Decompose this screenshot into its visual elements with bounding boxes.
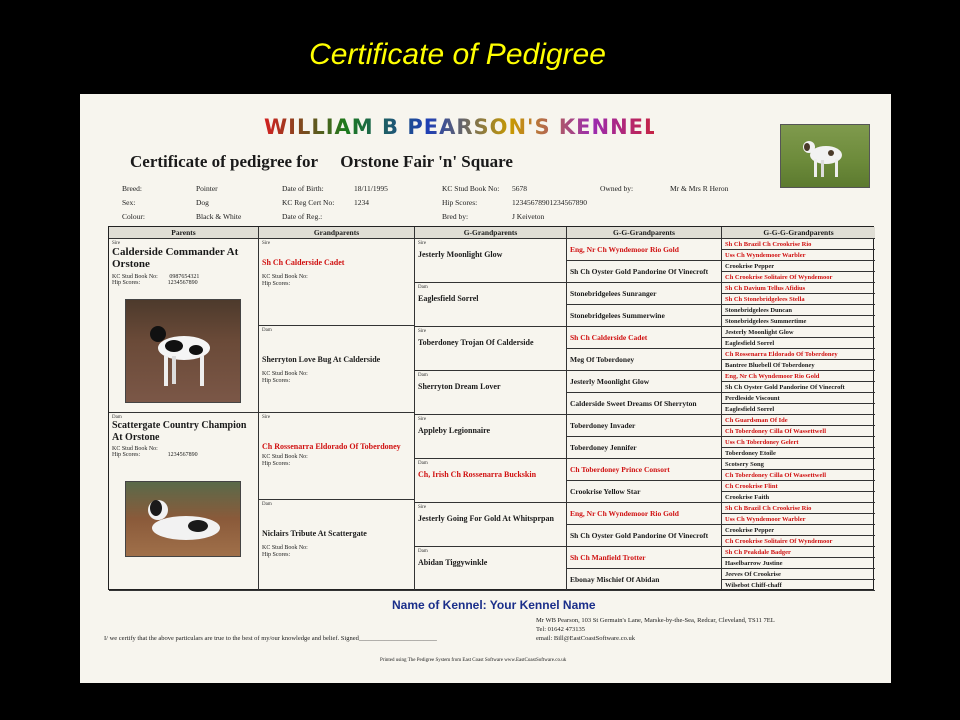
ggg-grandparent-24: Crookrise Faith [722, 492, 875, 503]
gg-grandparent-1: Eng, Nr Ch Wyndemoor Rio Gold [567, 239, 722, 261]
gg-grandparent-14: Sh Ch Oyster Gold Pandorine Of Vinecroft [567, 525, 722, 547]
kennel-logo [264, 112, 654, 147]
bred-label: Bred by: [442, 212, 469, 221]
gp1-name: Sh Ch Calderside Cadet [262, 258, 345, 267]
dob-label: Date of Birth: [282, 184, 324, 193]
g-grandparent-name: Eaglesfield Sorrel [418, 294, 479, 303]
ggg-grandparent-2: Uss Ch Wyndemoor Warbler [722, 250, 875, 261]
gp1-role: Sire [262, 241, 271, 246]
ggg-grandparent-19: Uss Ch Toberdoney Gelert [722, 437, 875, 448]
address-line: Mr WB Pearson, 103 St Germain's Lane, Marske-by-the-Sea, Redcar, Cleveland, TS11 7EL [536, 617, 775, 624]
g-grandparent-6 [415, 459, 567, 503]
gg-grandparent-13: Eng, Nr Ch Wyndemoor Rio Gold [567, 503, 722, 525]
gg-grandparent-3: Stonebridgelees Sunranger [567, 283, 722, 305]
pedigree-table [108, 226, 874, 590]
gp1-kc: KC Stud Book No: [262, 274, 308, 280]
ggg-grandparent-18: Ch Toberdoney Cilla Of Wassettwell [722, 426, 875, 437]
ggg-grandparent-14: Sh Ch Oyster Gold Pandorine Of Vinecroft [722, 382, 875, 393]
gp3-hip: Hip Scores: [262, 461, 291, 467]
grandparent-1 [259, 239, 415, 326]
ggg-grandparent-27: Crookrise Pepper [722, 525, 875, 536]
ggg-grandparent-31: Jeeves Of Crookrise [722, 569, 875, 580]
kennel-logo-lettering [264, 112, 654, 142]
header-grandparents: Grandparents [259, 227, 415, 239]
dam-name: Scattergate Country Champion At Orstone [112, 420, 247, 443]
ggg-grandparent-32: Wilsebot Chiff-chaff [722, 580, 875, 591]
owned-label: Owned by: [600, 184, 634, 193]
ggg-grandparent-29: Sh Ch Peakdale Badger [722, 547, 875, 558]
kc-reg-label: KC Reg Cert No: [282, 198, 335, 207]
sire-photo [125, 299, 241, 403]
g-grandparent-8 [415, 547, 567, 591]
email-line: email: Bill@EastCoastSoftware.co.uk [536, 635, 635, 642]
ggg-grandparent-26: Uss Ch Wyndemoor Warbler [722, 514, 875, 525]
ggg-grandparent-23: Ch Crookrise Flint [722, 481, 875, 492]
header-parents: Parents [109, 227, 259, 239]
g-grandparent-role: Dam [418, 549, 428, 554]
ggg-grandparent-30: Haselbarrow Justine [722, 558, 875, 569]
g-grandparent-name: Ch, Irish Ch Rossenarra Buckskin [418, 470, 537, 479]
gg-grandparent-5: Sh Ch Calderside Cadet [567, 327, 722, 349]
header-g-grandparents: G-Grandparents [415, 227, 567, 239]
gg-grandparent-9: Toberdoney Invader [567, 415, 722, 437]
g-grandparent-role: Sire [418, 417, 427, 422]
breed-value: Pointer [196, 184, 218, 193]
colour-value: Black & White [196, 212, 242, 221]
sex-value: Dog [196, 198, 209, 207]
gp2-name: Sherryton Love Bug At Calderside [262, 355, 381, 364]
gp4-role: Dam [262, 502, 272, 507]
gg-grandparent-4: Stonebridgelees Summerwine [567, 305, 722, 327]
phone-line: Tel: 01642 473135 [536, 626, 586, 633]
g-grandparent-name: Appleby Legionnaire [418, 426, 491, 435]
gg-grandparent-2: Sh Ch Oyster Gold Pandorine Of Vinecroft [567, 261, 722, 283]
gg-grandparent-16: Ebonay Mischief Of Abidan [567, 569, 722, 591]
ggg-grandparent-11: Ch Rossenarra Eldorado Of Toberdoney [722, 349, 875, 360]
gg-grandparent-15: Sh Ch Manfield Trotter [567, 547, 722, 569]
ggg-grandparent-17: Ch Guardsman Of Ide [722, 415, 875, 426]
sire-name: Calderside Commander At Orstone [112, 246, 239, 270]
gg-grandparent-12: Crookrise Yellow Star [567, 481, 722, 503]
ggg-grandparent-15: Perdleside Viscount [722, 393, 875, 404]
ggg-grandparent-16: Eaglesfield Sorrel [722, 404, 875, 415]
certification-statement: I/ we certify that the above particulars are true to the best of my/our knowledge and belief. Signed________________________ [104, 635, 437, 642]
g-grandparent-3 [415, 327, 567, 371]
hip-value: 12345678901234567890 [512, 198, 587, 207]
ggg-grandparent-6: Sh Ch Stonebridgelees Stella [722, 294, 875, 305]
g-grandparent-role: Sire [418, 329, 427, 334]
g-grandparent-name: Toberdoney Trojan Of Calderside [418, 338, 534, 347]
ggg-grandparent-21: Scotsery Song [722, 459, 875, 470]
owned-value: Mr & Mrs R Heron [670, 184, 729, 193]
dam-photo [125, 481, 241, 557]
gp1-hip: Hip Scores: [262, 281, 291, 287]
date-reg-label: Date of Reg.: [282, 212, 323, 221]
breed-label: Breed: [122, 184, 142, 193]
gp3-role: Sire [262, 415, 271, 420]
g-grandparent-role: Sire [418, 241, 427, 246]
g-grandparent-2 [415, 283, 567, 327]
g-grandparent-7 [415, 503, 567, 547]
ggg-grandparent-12: Bantree Bluebell Of Toberdoney [722, 360, 875, 371]
bred-value: J Keiveton [512, 212, 545, 221]
ggg-grandparent-3: Crookrise Pepper [722, 261, 875, 272]
g-grandparent-name: Jesterly Moonlight Glow [418, 250, 503, 259]
printed-by-line: Printed using The Pedigree System from East Coast Software www.EastCoastSoftware.co.uk [380, 658, 567, 663]
gp2-hip: Hip Scores: [262, 378, 291, 384]
gg-grandparent-10: Toberdoney Jennifer [567, 437, 722, 459]
svg-text:WILLIAM B PEARSON'S KENNELS: WILLIAM B PEARSON'S KENNELS [264, 115, 654, 139]
slide-title: Certificate of Pedigree [309, 38, 606, 71]
g-grandparent-5 [415, 415, 567, 459]
ggg-grandparent-22: Ch Toberdoney Cilla Of Wassettwell [722, 470, 875, 481]
gp4-kc: KC Stud Book No: [262, 545, 308, 551]
gp4-hip: Hip Scores: [262, 552, 291, 558]
ggg-grandparent-1: Sh Ch Brazil Ch Crookrise Rio [722, 239, 875, 250]
g-grandparent-name: Jesterly Going For Gold At Whitsprpan [418, 514, 554, 523]
header-gg-grandparents: G-G-Grandparents [567, 227, 722, 239]
g-grandparent-role: Dam [418, 373, 428, 378]
sire-kc-line: KC Stud Book No: 0987654321 [112, 274, 200, 280]
gg-grandparent-6: Meg Of Toberdoney [567, 349, 722, 371]
ggg-grandparent-9: Jesterly Moonlight Glow [722, 327, 875, 338]
grandparent-3 [259, 413, 415, 500]
gg-grandparent-11: Ch Toberdoney Prince Consort [567, 459, 722, 481]
dam-hip-line: Hip Scores: 1234567890 [112, 452, 198, 458]
certificate-heading [130, 152, 531, 172]
gp3-name: Ch Rossenarra Eldorado Of Toberdoney [262, 442, 401, 451]
certificate-heading-prefix: Certificate of pedigree for [130, 152, 319, 171]
g-grandparent-4 [415, 371, 567, 415]
gp3-kc: KC Stud Book No: [262, 454, 308, 460]
grandparent-4 [259, 500, 415, 591]
gp2-kc: KC Stud Book No: [262, 371, 308, 377]
gp2-role: Dam [262, 328, 272, 333]
kennel-name: Name of Kennel: Your Kennel Name [392, 598, 596, 612]
grandparent-2 [259, 326, 415, 413]
ggg-grandparent-13: Eng, Nr Ch Wyndemoor Rio Gold [722, 371, 875, 382]
dob-value: 18/11/1995 [354, 184, 388, 193]
sire-hip-line: Hip Scores: 1234567890 [112, 280, 198, 286]
g-grandparent-1 [415, 239, 567, 283]
kc-stud-value: 5678 [512, 184, 527, 193]
g-grandparent-name: Abidan Tiggywinkle [418, 558, 488, 567]
sex-label: Sex: [122, 198, 136, 207]
dam-role: Dam [112, 415, 122, 420]
gp4-name: Niclairs Tribute At Scattergate [262, 529, 367, 538]
ggg-grandparent-4: Ch Crookrise Solitaire Of Wyndemoor [722, 272, 875, 283]
header-ggg-grandparents: G-G-G-Grandparents [722, 227, 875, 239]
colour-label: Colour: [122, 212, 145, 221]
pedigree-certificate [80, 94, 891, 683]
gg-grandparent-7: Jesterly Moonlight Glow [567, 371, 722, 393]
kc-stud-label: KC Stud Book No: [442, 184, 500, 193]
ggg-grandparent-20: Toberdoney Etoile [722, 448, 875, 459]
ggg-grandparent-28: Ch Crookrise Solitaire Of Wyndemoor [722, 536, 875, 547]
sire-role: Sire [112, 241, 121, 246]
g-grandparent-role: Dam [418, 461, 428, 466]
g-grandparent-name: Sherryton Dream Lover [418, 382, 501, 391]
g-grandparent-role: Dam [418, 285, 428, 290]
ggg-grandparent-8: Stonebridgelees Summertime [722, 316, 875, 327]
ggg-grandparent-7: Stonebridgelees Duncan [722, 305, 875, 316]
dog-photo-header [780, 124, 870, 188]
ggg-grandparent-25: Sh Ch Brazil Ch Crookrise Rio [722, 503, 875, 514]
address-block [536, 616, 775, 643]
kc-reg-value: 1234 [354, 198, 369, 207]
g-grandparent-role: Sire [418, 505, 427, 510]
gg-grandparent-8: Calderside Sweet Dreams Of Sherryton [567, 393, 722, 415]
dam-kc-label: KC Stud Book No: [112, 446, 158, 452]
hip-label: Hip Scores: [442, 198, 478, 207]
ggg-grandparent-5: Sh Ch Davium Tellus Afidius [722, 283, 875, 294]
certificate-dog-name: Orstone Fair 'n' Square [340, 152, 513, 171]
ggg-grandparent-10: Eaglesfield Sorrel [722, 338, 875, 349]
